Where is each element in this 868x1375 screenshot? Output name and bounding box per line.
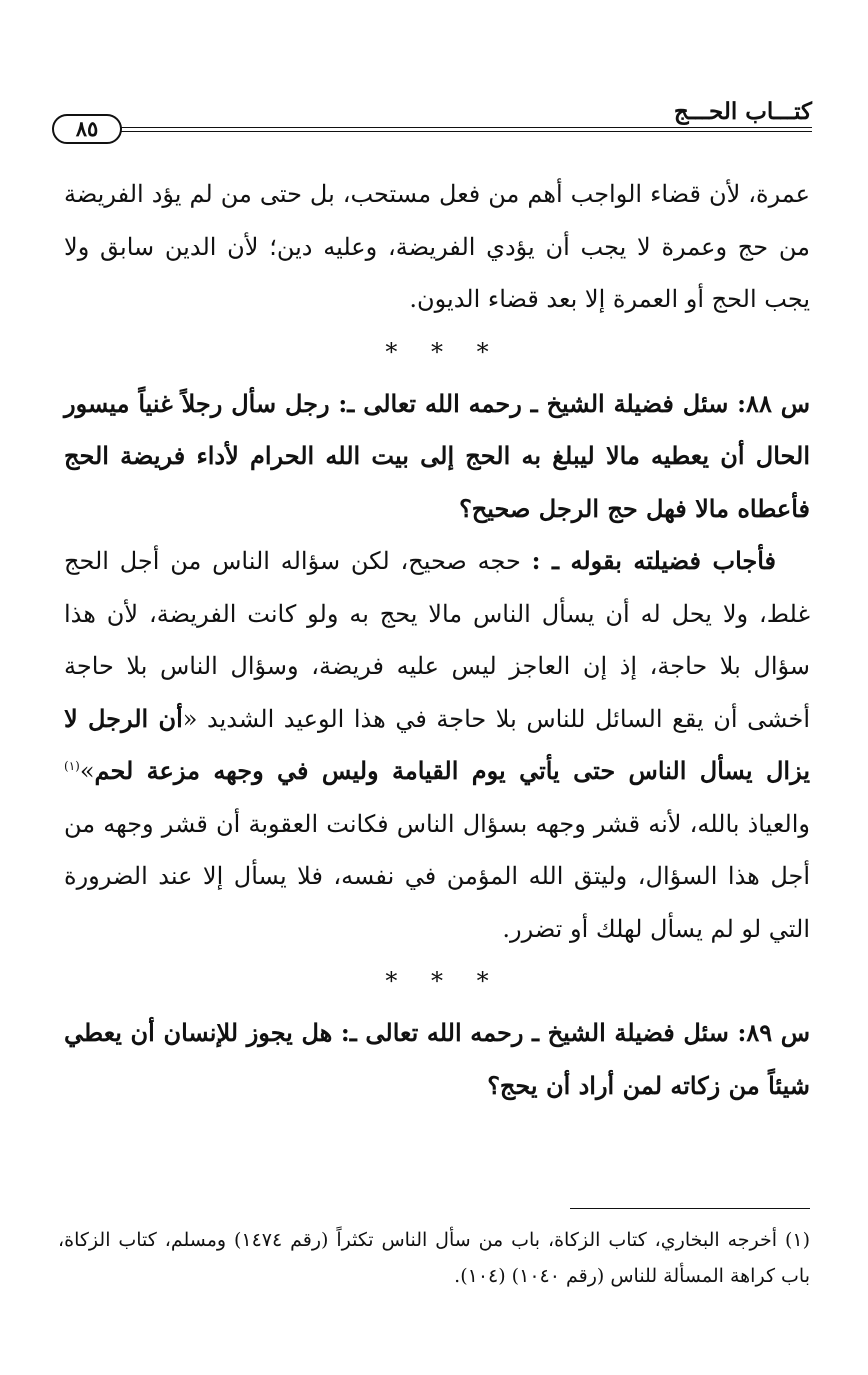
quote-close: » <box>79 757 95 785</box>
footnote-divider <box>570 1208 810 1209</box>
header-double-rule <box>120 127 812 132</box>
running-title: كتـــاب الحـــج <box>673 98 812 125</box>
footnote-marker[interactable]: (١) <box>64 759 80 773</box>
page-header <box>52 98 812 144</box>
main-text <box>64 168 810 1112</box>
section-separator: * * * <box>385 967 489 995</box>
question-89: س ٨٩: سئل فضيلة الشيخ ـ رحمه الله تعالى ـ: هل يجوز للإنسان أن يعطي شيئاً من زكاته لمن أراد أن يحج؟ <box>64 1018 811 1100</box>
answer-text-continued: والعياذ بالله، لأنه قشر وجهه بسؤال الناس فكانت العقوبة أن قشر وجهه من أجل هذا السؤال، وليتق الله المؤمن في نفسه، فلا يسأل إلا عند الضرورة التي لو لم يسأل لهلك أو تضرر. <box>64 809 810 943</box>
hadith-quote: أن الرجل لا يزال يسأل الناس حتى يأتي يوم القيامة وليس في وجهه مزعة لحم <box>64 703 810 785</box>
answer-text: حجه صحيح، لكن سؤاله الناس من أجل الحج غلط، ولا يحل له أن يسأل الناس مالا يحج به ولو كانت الفريضة، لأن هذا سؤال بلا حاجة، إذ إن العاجز ليس عليه فريضة، وسؤال الناس بلا حاجة أخشى أن يقع السائل للناس بلا حاجة في هذا الوعيد الشديد « <box>64 547 810 733</box>
footnotes <box>58 1222 810 1294</box>
answer-88 <box>64 535 810 955</box>
footnote-1: (١) أخرجه البخاري، كتاب الزكاة، باب من سأل الناس تكثراً (رقم ١٤٧٤) ومسلم، كتاب الزكاة، باب كراهة المسألة للناس (رقم ١٠٤٠) (١٠٤). <box>58 1229 810 1287</box>
continuation-paragraph: عمرة، لأن قضاء الواجب أهم من فعل مستحب، بل حتى من لم يؤد الفريضة من حج وعمرة لا يجب أن يؤدي الفريضة، وعليه دين؛ لأن الدين سابق ولا يجب الحج أو العمرة إلا بعد قضاء الديون. <box>64 180 811 313</box>
question-88: س ٨٨: سئل فضيلة الشيخ ـ رحمه الله تعالى ـ: رجل سأل رجلاً غنياً ميسور الحال أن يعطيه مالا ليبلغ به الحج إلى بيت الله الحرام لأداء فريضة الحج فأعطاه مالا فهل حج الرجل صحيح؟ <box>64 388 810 523</box>
page-number-badge: ٨٥ <box>52 114 122 144</box>
section-separator: * * * <box>385 337 489 366</box>
answer-lead: فأجاب فضيلته بقوله ـ : <box>531 546 776 575</box>
